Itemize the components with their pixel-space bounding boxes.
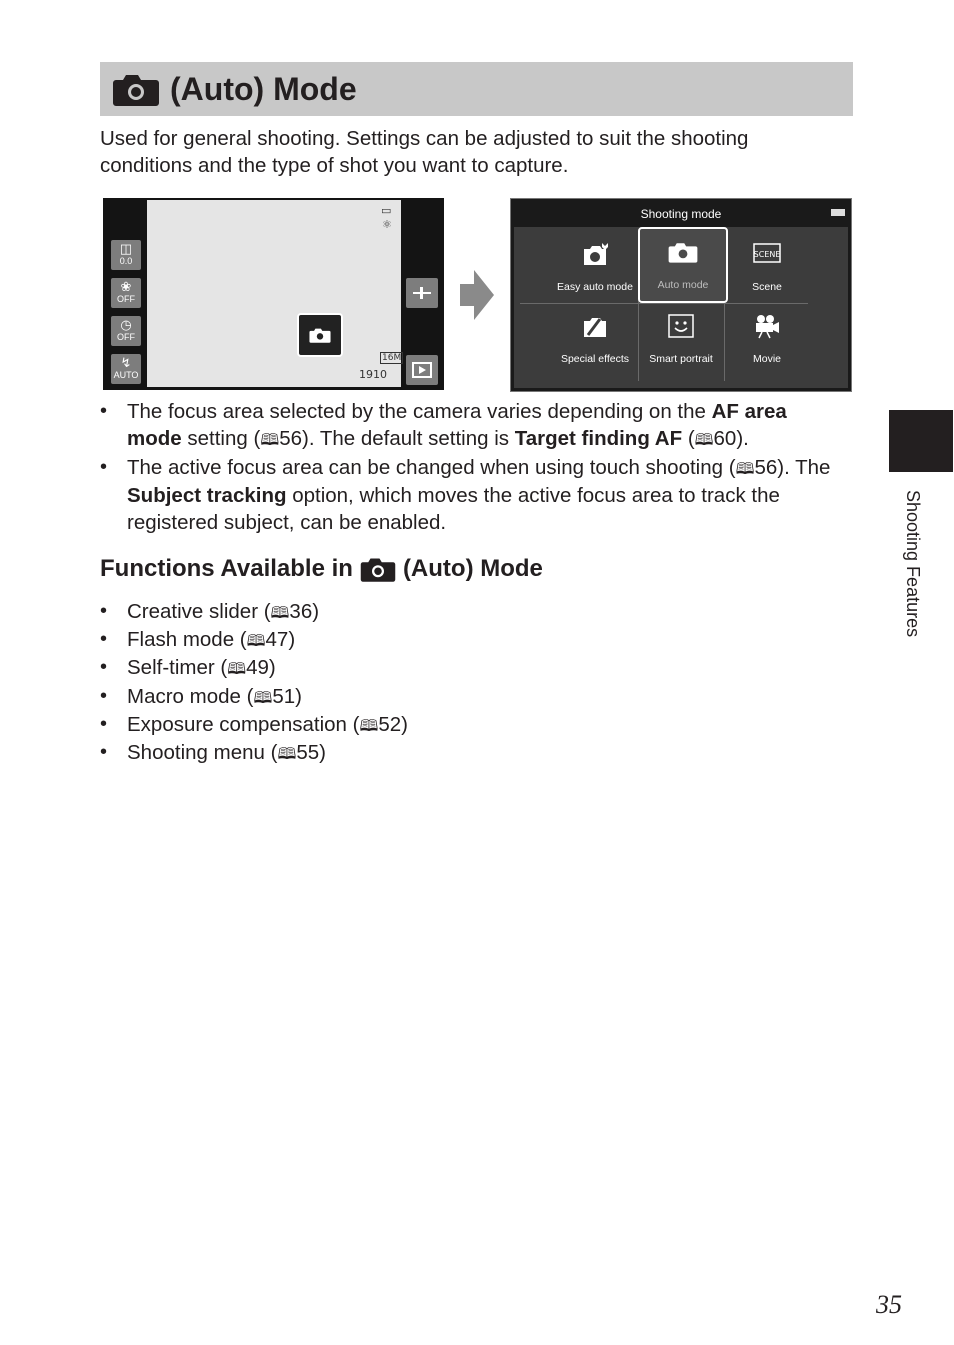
page-reference[interactable]: 36 — [289, 600, 313, 623]
vibration-reduction-icon: ⚛ — [382, 218, 392, 231]
easy-auto-icon — [580, 241, 610, 267]
list-item: • Shooting menu (🕮55) — [100, 739, 600, 767]
book-icon: 🕮 — [735, 458, 755, 478]
page-reference[interactable]: 47 — [265, 628, 289, 652]
book-icon: 🕮 — [694, 430, 714, 450]
shooting-mode-button[interactable] — [297, 313, 343, 357]
list-item: • Creative slider (🕮36) — [100, 598, 600, 626]
chapter-tab — [889, 410, 953, 472]
list-item: • Flash mode (🕮47) — [100, 626, 600, 654]
special-effects-icon — [580, 313, 610, 339]
camera-icon — [360, 555, 396, 583]
camera-icon — [112, 71, 160, 107]
book-icon: 🕮 — [253, 687, 273, 707]
camera-icon — [309, 326, 331, 344]
menu-title: Shooting mode — [640, 207, 722, 221]
book-icon: 🕮 — [260, 430, 280, 450]
book-icon: 🕮 — [277, 744, 297, 764]
shooting-screen-figure — [103, 198, 444, 390]
movie-icon — [752, 313, 782, 339]
macro-icon: ❀ — [120, 279, 132, 294]
section-title-bar — [100, 62, 853, 116]
camera-icon — [668, 239, 698, 265]
notes-list — [100, 398, 845, 536]
page-reference[interactable]: 60 — [713, 427, 737, 451]
book-icon: 🕮 — [359, 715, 379, 735]
flash-icon: ↯ — [120, 355, 132, 370]
exposure-comp-icon: ◫ — [119, 241, 133, 256]
book-icon: 🕮 — [246, 631, 266, 651]
smart-portrait-icon — [666, 313, 696, 339]
slider-icon — [412, 286, 432, 300]
page-reference[interactable]: 49 — [246, 656, 269, 680]
exposure-comp-button[interactable]: ◫ 0.0 — [111, 240, 141, 270]
flash-button[interactable]: ↯ AUTO — [111, 354, 141, 384]
list-item: • The active focus area can be changed when using touch shooting (🕮56). The Subject tracking option, which moves the active focus area to track the registered subject, can be enabled. — [100, 454, 845, 537]
list-item: • Exposure compensation (🕮52) — [100, 711, 600, 739]
intro-paragraph: Used for general shooting. Settings can be adjusted to suit the shooting conditions and the type of shot you want to capture. — [100, 127, 749, 177]
mode-grid — [514, 227, 848, 388]
battery-icon — [831, 209, 845, 216]
mode-tile-smart-portrait[interactable]: Smart portrait — [638, 303, 724, 375]
lcd-preview — [147, 200, 401, 387]
creative-slider-button[interactable] — [406, 278, 438, 308]
functions-heading: Functions Available in (Auto) Mode — [100, 555, 543, 582]
page-reference[interactable]: 56 — [754, 455, 778, 479]
page-reference[interactable]: 52 — [378, 712, 402, 736]
playback-button[interactable] — [406, 355, 438, 385]
mode-tile-easy-auto[interactable]: Easy auto mode — [552, 231, 638, 303]
scene-icon — [752, 241, 782, 267]
list-item: • Macro mode (🕮51) — [100, 683, 600, 711]
book-icon: 🕮 — [227, 659, 247, 679]
mode-tile-auto[interactable]: Auto mode — [638, 227, 728, 303]
playback-icon — [412, 362, 432, 378]
svg-text:SCENE: SCENE — [753, 250, 781, 259]
functions-list — [100, 598, 600, 767]
frames-remaining: 1910 — [359, 368, 387, 381]
mode-tile-special-effects[interactable]: Special effects — [552, 303, 638, 375]
self-timer-icon: ◷ — [120, 317, 132, 332]
book-icon: 🕮 — [270, 603, 290, 622]
image-size-indicator: 16M — [382, 353, 402, 363]
arrow-right-icon — [460, 270, 494, 320]
shooting-mode-menu-figure — [510, 198, 852, 392]
page-number: 35 — [876, 1290, 902, 1319]
battery-indicator: ▭ — [381, 204, 392, 217]
page-reference[interactable]: 56 — [279, 427, 302, 451]
self-timer-button[interactable]: ◷ OFF — [111, 316, 141, 346]
macro-button[interactable]: ❀ OFF — [111, 278, 141, 308]
mode-tile-scene[interactable]: SCENE Scene — [724, 231, 810, 303]
list-item: • The focus area selected by the camera varies depending on the AF area mode setting (🕮56). The default setting is Target finding AF (🕮60). — [100, 398, 845, 454]
chapter-label: Shooting Features — [903, 490, 923, 638]
page-title: (Auto) Mode — [170, 70, 357, 107]
mode-tile-movie[interactable]: Movie — [724, 303, 810, 375]
page-reference[interactable]: 51 — [272, 684, 296, 708]
page-reference[interactable]: 55 — [296, 741, 320, 765]
list-item: • Self-timer (🕮49) — [100, 654, 600, 682]
